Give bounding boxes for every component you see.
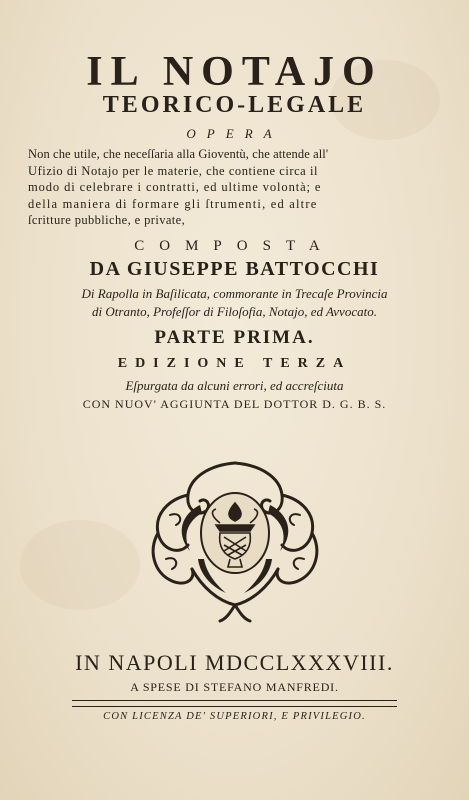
part-label: PARTE PRIMA. [154,327,315,348]
description-line: modo di celebrare i contratti, ed ultime volontà; e [28,180,322,194]
author-titles: di Otranto, Profeſſor di Filoſofia, Notajo, ed Avvocato. [92,304,377,319]
book-title: IL NOTAJO [86,49,383,95]
divider-rule [72,700,397,707]
opera-label: OPERA [186,126,283,141]
author-name: DA GIUSEPPE BATTOCCHI [89,258,380,280]
paper-stain [20,520,140,610]
description-line: della maniera di formare gli ſtrumenti, ed altre [28,196,318,211]
book-subtitle: TEORICO-LEGALE [102,92,367,118]
revision-note: Eſpurgata da alcuni errori, ed accreſciuta [125,378,344,393]
imprint-place: IN NAPOLI MDCCLXXXVIII. [75,650,394,675]
description-line: ſcritture pubbliche, e private, [28,213,186,227]
imprint-publisher: A SPESE DI STEFANO MANFREDI. [130,680,339,694]
ornament-icon [140,455,330,625]
description-paragraph [28,146,443,229]
composta-label: COMPOSTA [134,238,335,254]
author-origin: Di Rapolla in Baſilicata, commorante in Trecaſe Provincia [81,286,388,301]
license-line: CON LICENZA DE' SUPERIORI, E PRIVILEGIO. [103,711,366,722]
edition-label: EDIZIONE TERZA [117,356,352,371]
addition-note: CON NUOV' AGGIUNTA DEL DOTTOR D. G. B. S. [82,397,387,411]
description-line: Non che utile, che neceſſaria alla Gioventù, che attende all' [28,147,329,161]
description-line: Ufizio di Notajo per le materie, che contiene circa il [28,163,318,178]
